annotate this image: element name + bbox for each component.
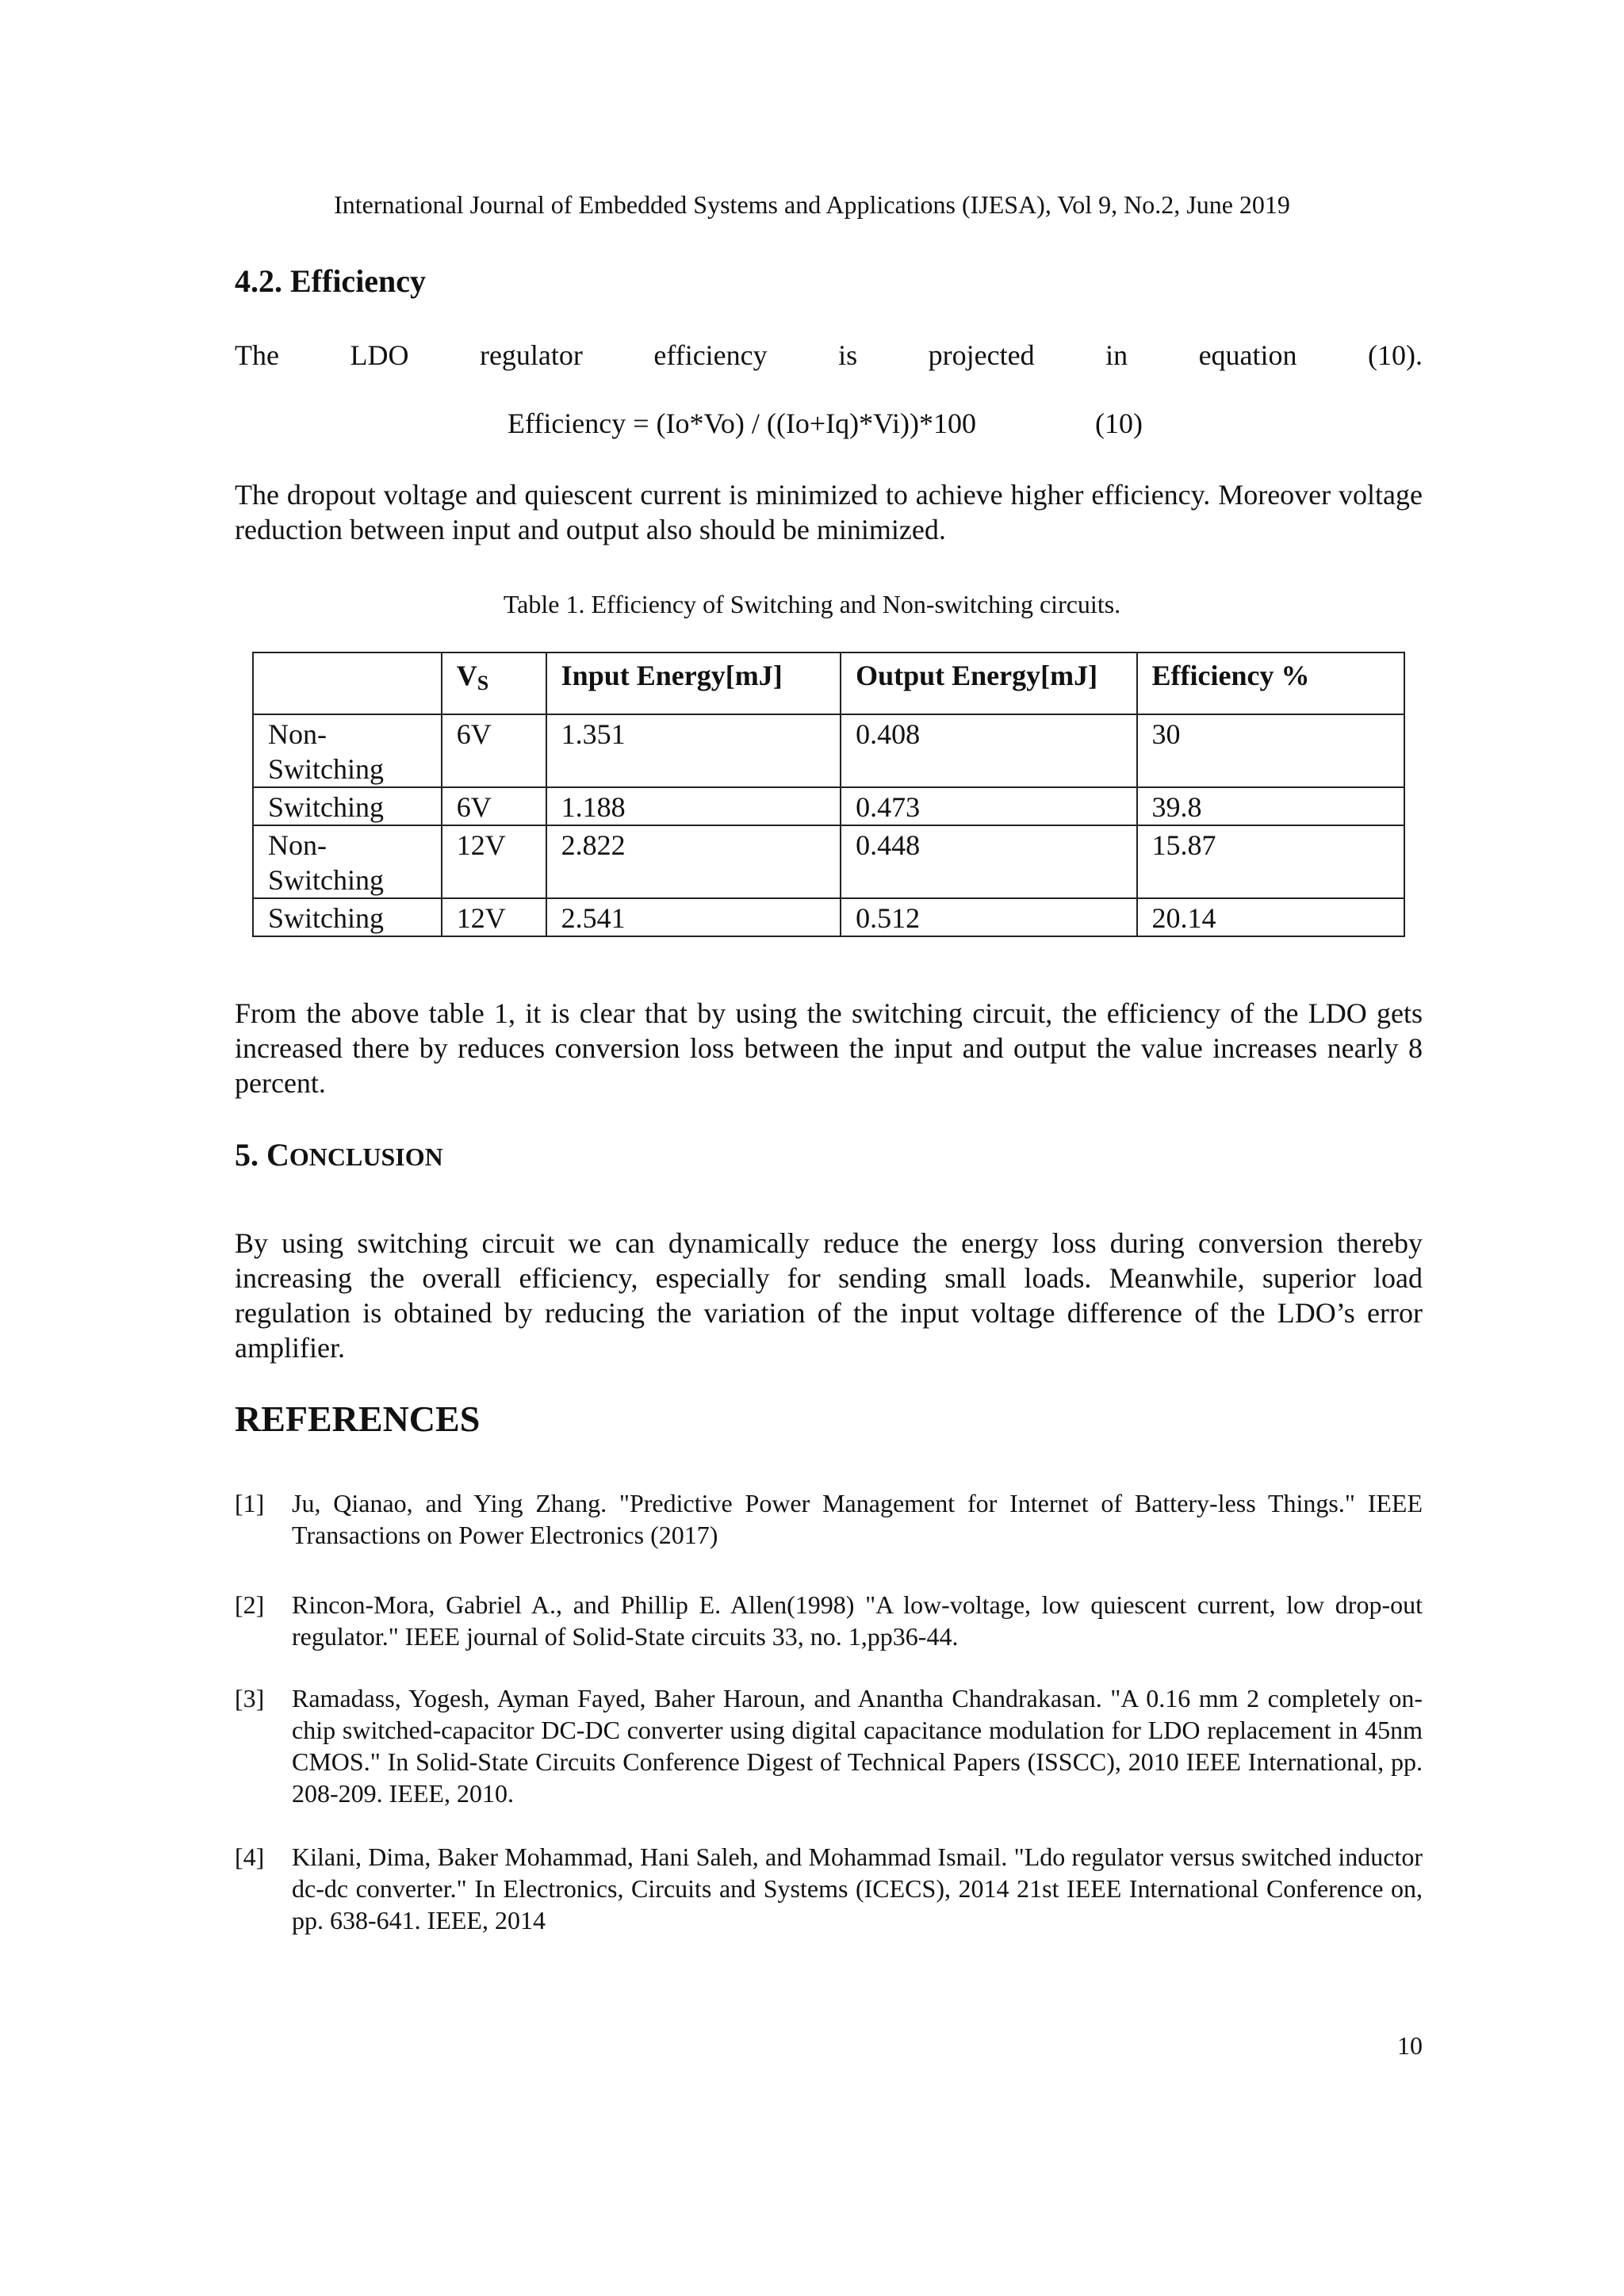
efficiency-equation	[508, 406, 1143, 441]
cell-output: 0.512	[841, 898, 1136, 936]
section-heading-conclusion	[235, 1135, 443, 1177]
conclusion-number: 5. C	[235, 1137, 289, 1173]
running-head: International Journal of Embedded Systems and Applications (IJESA), Vol 9, No.2, June 2019	[334, 190, 1290, 219]
table-row	[253, 898, 1404, 936]
cell-input: 2.541	[546, 898, 841, 936]
cell-vs: 12V	[442, 825, 546, 898]
efficiency-intro: The LDO regulator efficiency is projected in equation (10).	[235, 339, 1423, 371]
header-vs	[442, 652, 546, 714]
reference-text: Kilani, Dima, Baker Mohammad, Hani Saleh, and Mohammad Ismail. "Ldo regulator versus switched inductor dc-dc converter." In Electronics, Circuits and Systems (ICECS), 2014 21st IEEE International Conference on, pp. 638-641. IEEE, 2014	[292, 1843, 1423, 1934]
reference-number: [1]	[235, 1489, 265, 1517]
cell-output: 0.448	[841, 825, 1136, 898]
cell-output: 0.408	[841, 714, 1136, 787]
reference-text: Ju, Qianao, and Ying Zhang. "Predictive Power Management for Internet of Battery-less Things." IEEE Transactions on Power Electronics (2017)	[292, 1489, 1423, 1549]
cell-efficiency: 20.14	[1137, 898, 1404, 936]
cell-output: 0.473	[841, 787, 1136, 825]
page-number: 10	[1397, 2031, 1423, 2060]
reference-text: Rincon-Mora, Gabriel A., and Phillip E. Allen(1998) "A low-voltage, low quiescent current, low drop-out regulator." IEEE journal of Solid-State circuits 33, no. 1,pp36-44.	[292, 1590, 1423, 1651]
reference-number: [4]	[235, 1843, 265, 1871]
table-row	[253, 714, 1404, 787]
cell-efficiency: 39.8	[1137, 787, 1404, 825]
cell-type: Non-Switching	[253, 825, 442, 898]
cell-vs: 12V	[442, 898, 546, 936]
header-efficiency: Efficiency %	[1137, 652, 1404, 714]
section-heading-efficiency: 4.2. Efficiency	[235, 263, 427, 299]
table-discussion: From the above table 1, it is clear that by using the switching circuit, the efficiency of the LDO gets increased there by reduces conversion loss between the input and output the value increases nearly 8 percent.	[235, 997, 1423, 1099]
cell-type: Switching	[253, 787, 442, 825]
table-row	[253, 787, 1404, 825]
cell-input: 1.351	[546, 714, 841, 787]
reference-number: [2]	[235, 1590, 265, 1619]
cell-efficiency: 15.87	[1137, 825, 1404, 898]
reference-item	[235, 1589, 1423, 1652]
cell-vs: 6V	[442, 787, 546, 825]
conclusion-text: By using switching circuit we can dynamically reduce the energy loss during conversion thereby increasing the overall efficiency, especially for sending small loads. Meanwhile, superior load regulation is obtained by reducing the variation of the input voltage difference of the LDO’s error amplifier.	[235, 1227, 1423, 1364]
header-vs-main: V	[456, 660, 477, 691]
table-row	[253, 825, 1404, 898]
cell-input: 1.188	[546, 787, 841, 825]
cell-type: Switching	[253, 898, 442, 936]
cell-type: Non-Switching	[253, 714, 442, 787]
conclusion-title: ONCLUSION	[289, 1142, 443, 1171]
efficiency-table	[252, 652, 1405, 937]
header-input-energy: Input Energy[mJ]	[546, 652, 841, 714]
reference-text: Ramadass, Yogesh, Ayman Fayed, Baher Haroun, and Anantha Chandrakasan. "A 0.16 mm 2 completely on-chip switched-capacitor DC-DC converter using digital capacitance modulation for LDO replacement in 45nm CMOS." In Solid-State Circuits Conference Digest of Technical Papers (ISSCC), 2010 IEEE International, pp. 208-209. IEEE, 2010.	[292, 1684, 1423, 1808]
header-output-energy: Output Energy[mJ]	[841, 652, 1136, 714]
reference-item	[235, 1682, 1423, 1809]
cell-efficiency: 30	[1137, 714, 1404, 787]
cell-input: 2.822	[546, 825, 841, 898]
references-heading: REFERENCES	[235, 1399, 481, 1439]
header-vs-sub: S	[477, 672, 489, 695]
equation-number: (10)	[1094, 408, 1143, 439]
header-blank	[253, 652, 442, 714]
equation-text: Efficiency = (Io*Vo) / ((Io+Iq)*Vi))*100	[508, 408, 976, 439]
table-caption: Table 1. Efficiency of Switching and Non-switching circuits.	[503, 590, 1121, 618]
table-header-row	[253, 652, 1404, 714]
efficiency-paragraph: The dropout voltage and quiescent current is minimized to achieve higher efficiency. Moreover voltage reduction between input and output also should be minimized.	[235, 479, 1423, 545]
cell-vs: 6V	[442, 714, 546, 787]
reference-item	[235, 1487, 1423, 1551]
reference-item	[235, 1841, 1423, 1936]
reference-number: [3]	[235, 1684, 265, 1712]
